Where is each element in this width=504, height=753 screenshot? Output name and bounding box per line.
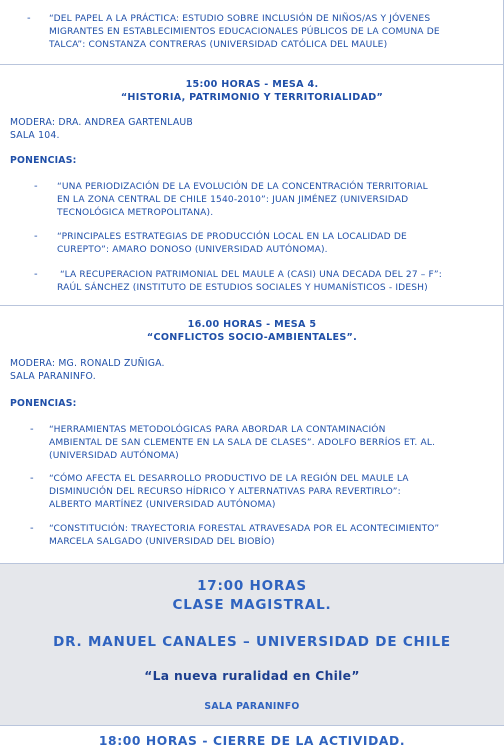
- list-item-line: (UNIVERSIDAD AUTÓNOMA): [49, 451, 179, 461]
- mesa4-room: SALA 104.: [10, 130, 60, 141]
- keynote-title: CLASE MAGISTRAL.: [172, 597, 332, 613]
- mesa4-time: 15:00 HORAS - MESA 4.: [185, 79, 319, 90]
- bullet-dash: -: [27, 13, 31, 24]
- list-item-line: RAÚL SÁNCHEZ (INSTITUTO DE ESTUDIOS SOCIALES Y HUMANÍSTICOS - IDESH): [57, 283, 428, 293]
- mesa5-title: “CONFLICTOS SOCIO-AMBIENTALES”.: [146, 332, 358, 343]
- bullet-dash: -: [30, 424, 34, 435]
- intro-line: “DEL PAPEL A LA PRÁCTICA: ESTUDIO SOBRE INCLUSIÓN DE NIÑOS/AS Y JÓVENES: [49, 14, 431, 24]
- list-item-line: DISMINUCIÓN DEL RECURSO HÍDRICO Y ALTERNATIVAS PARA REVERTIRLO”:: [49, 487, 401, 497]
- divider: [0, 563, 504, 564]
- list-item-line: “PRINCIPALES ESTRATEGIAS DE PRODUCCIÓN LOCAL EN LA LOCALIDAD DE: [57, 232, 407, 242]
- list-item-line: AMBIENTAL DE SAN CLEMENTE EN LA SALA DE CLASES”. ADOLFO BERRÍOS ET. AL.: [49, 438, 436, 448]
- list-item-line: CUREPTO”: AMARO DONOSO (UNIVERSIDAD AUTÓNOMA).: [57, 245, 328, 255]
- keynote-time: 17:00 HORAS: [197, 578, 307, 594]
- list-item-line: “HERRAMIENTAS METODOLÓGICAS PARA ABORDAR LA CONTAMINACIÓN: [49, 425, 386, 435]
- bullet-dash: -: [34, 269, 38, 280]
- divider: [0, 64, 504, 65]
- mesa5-room: SALA PARANINFO.: [10, 371, 96, 382]
- keynote-room: SALA PARANINFO: [204, 701, 300, 712]
- mesa5-moderator: MODERA: MG. RONALD ZUÑIGA.: [10, 358, 165, 369]
- intro-line: MIGRANTES EN ESTABLECIMIENTOS EDUCACIONALES PÚBLICOS DE LA COMUNA DE: [49, 27, 440, 37]
- closing-text: 18:00 HORAS - CIERRE DE LA ACTIVIDAD.: [98, 734, 406, 748]
- list-item-line: MARCELA SALGADO (UNIVERSIDAD DEL BIOBÍO): [49, 537, 275, 547]
- list-item-line: ALBERTO MARTÍNEZ (UNIVERSIDAD AUTÓNOMA): [49, 500, 276, 510]
- keynote-talk-title: “La nueva ruralidad en Chile”: [144, 669, 360, 683]
- bullet-dash: -: [30, 473, 34, 484]
- mesa4-moderator: MODERA: DRA. ANDREA GARTENLAUB: [10, 117, 193, 128]
- mesa5-ponencias-label: PONENCIAS:: [10, 398, 77, 409]
- divider: [0, 305, 504, 306]
- bullet-dash: -: [34, 231, 38, 242]
- bullet-dash: -: [30, 523, 34, 534]
- bullet-dash: -: [34, 181, 38, 192]
- mesa4-ponencias-label: PONENCIAS:: [10, 155, 77, 166]
- keynote-speaker: DR. MANUEL CANALES – UNIVERSIDAD DE CHILE: [53, 634, 451, 650]
- list-item-line: “CÓMO AFECTA EL DESARROLLO PRODUCTIVO DE LA REGIÓN DEL MAULE LA: [49, 474, 409, 484]
- divider: [0, 725, 504, 726]
- mesa4-title: “HISTORIA, PATRIMONIO Y TERRITORIALIDAD”: [120, 92, 384, 103]
- intro-line: TALCA”: CONSTANZA CONTRERAS (UNIVERSIDAD CATÓLICA DEL MAULE): [49, 40, 388, 50]
- list-item-line: “LA RECUPERACION PATRIMONIAL DEL MAULE A (CASI) UNA DECADA DEL 27 – F”:: [60, 270, 443, 280]
- mesa5-time: 16.00 HORAS - MESA 5: [187, 319, 317, 330]
- list-item-line: EN LA ZONA CENTRAL DE CHILE 1540-2010”: JUAN JIMÉNEZ (UNIVERSIDAD: [57, 195, 409, 205]
- list-item-line: “UNA PERIODIZACIÓN DE LA EVOLUCIÓN DE LA CONCENTRACIÓN TERRITORIAL: [57, 182, 428, 192]
- list-item-line: TECNOLÓGICA METROPOLITANA).: [57, 208, 214, 218]
- list-item-line: “CONSTITUCIÓN: TRAYECTORIA FORESTAL ATRAVESADA POR EL ACONTECIMIENTO”: [49, 524, 440, 534]
